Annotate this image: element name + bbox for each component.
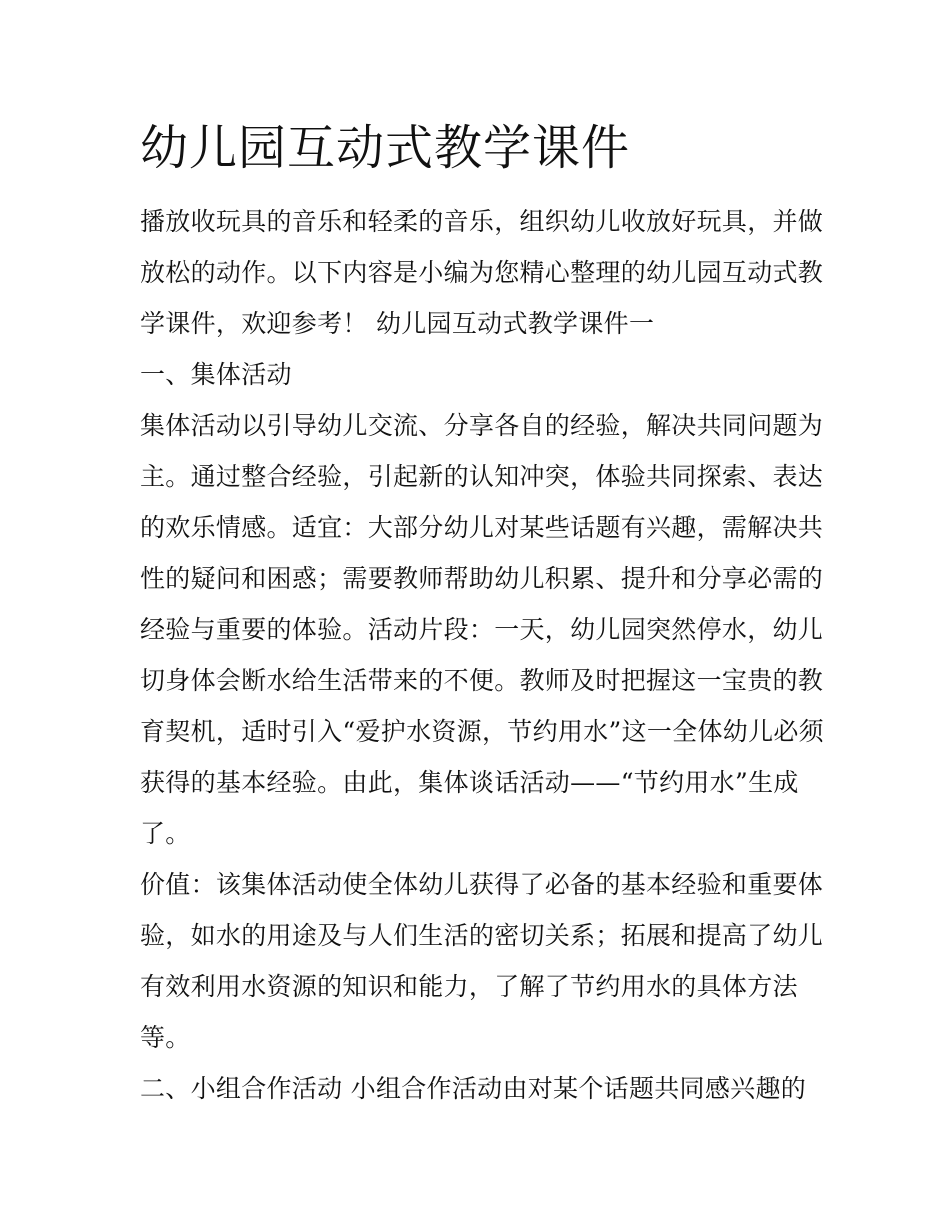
- text-line-13: 了。: [140, 819, 191, 848]
- text-line-15: 验，如水的用途及与人们生活的密切关系；拓展和提高了幼儿: [140, 921, 824, 950]
- text-line-8: 性的疑问和困惑；需要教师帮助幼儿积累、提升和分享必需的: [140, 564, 824, 593]
- section-heading-2: 二、小组合作活动 小组合作活动由对某个话题共同感兴趣的: [140, 1074, 807, 1103]
- text-line-2: 放松的动作。以下内容是小编为您精心整理的幼儿园互动式教: [140, 258, 824, 287]
- text-line-17: 等。: [140, 1023, 191, 1052]
- section-heading-1: 一、集体活动: [140, 360, 292, 389]
- document-title: 幼儿园互动式教学课件: [140, 120, 631, 176]
- text-line-14: 价值：该集体活动使全体幼儿获得了必备的基本经验和重要体: [140, 870, 824, 899]
- text-line-7: 的欢乐情感。适宜：大部分幼儿对某些话题有兴趣，需解决共: [140, 513, 824, 542]
- text-line-11: 育契机，适时引入“爱护水资源，节约用水”这一全体幼儿必须: [140, 717, 824, 746]
- text-line-12: 获得的基本经验。由此，集体谈话活动——“节约用水”生成: [140, 768, 799, 797]
- text-line-3: 学课件，欢迎参考！ 幼儿园互动式教学课件一: [140, 309, 655, 338]
- text-line-6: 主。通过整合经验，引起新的认知冲突，体验共同探索、表达: [140, 462, 824, 491]
- text-line-10: 切身体会断水给生活带来的不便。教师及时把握这一宝贵的教: [140, 666, 824, 695]
- text-line-1: 播放收玩具的音乐和轻柔的音乐，组织幼儿收放好玩具，并做: [140, 207, 824, 236]
- text-line-9: 经验与重要的体验。活动片段：一天，幼儿园突然停水，幼儿: [140, 615, 824, 644]
- text-line-5: 集体活动以引导幼儿交流、分享各自的经验，解决共同问题为: [140, 411, 824, 440]
- text-line-16: 有效利用水资源的知识和能力，了解了节约用水的具体方法: [140, 972, 798, 1001]
